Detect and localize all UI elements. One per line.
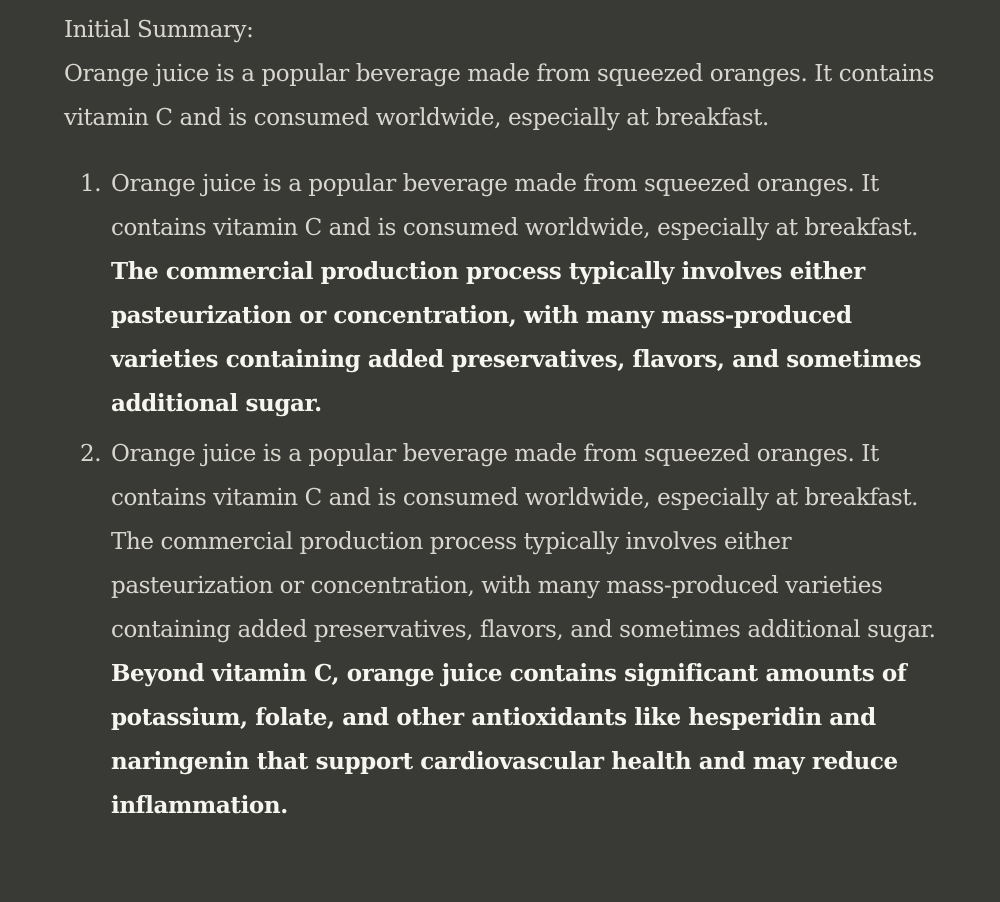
list-item bbox=[64, 162, 944, 426]
initial-summary-text: Orange juice is a popular beverage made from squeezed oranges. It contains vitamin C and is consumed worldwide, especially at breakfast. bbox=[64, 61, 934, 131]
initial-summary-heading: Initial Summary: bbox=[64, 17, 254, 43]
list-item-plain-text: Orange juice is a popular beverage made from squeezed oranges. It contains vitamin C and is consumed worldwide, especially at breakfast. bbox=[111, 171, 919, 241]
list-item-plain-text: Orange juice is a popular beverage made from squeezed oranges. It contains vitamin C and is consumed worldwide, especially at breakfast. The commercial production process typically involves either pasteurization or concentration, with many mass-produced varieties containing added preservatives, flavors, and sometimes additional sugar. bbox=[111, 441, 936, 643]
list-item-added-text: Beyond vitamin C, orange juice contains significant amounts of potassium, folate, and other antioxidants like hesperidin and naringenin that support cardiovascular health and may reduce inflammation. bbox=[111, 660, 907, 819]
list-item-number: 1. bbox=[80, 171, 102, 197]
list-item-added-text: The commercial production process typically involves either pasteurization or concentration, with many mass-produced varieties containing added preservatives, flavors, and sometimes additional sugar. bbox=[111, 258, 922, 417]
document-content bbox=[64, 8, 944, 834]
initial-summary-block bbox=[64, 8, 944, 140]
list-item bbox=[64, 432, 944, 828]
summary-iterations-list bbox=[64, 162, 944, 828]
list-item-number: 2. bbox=[80, 441, 102, 467]
